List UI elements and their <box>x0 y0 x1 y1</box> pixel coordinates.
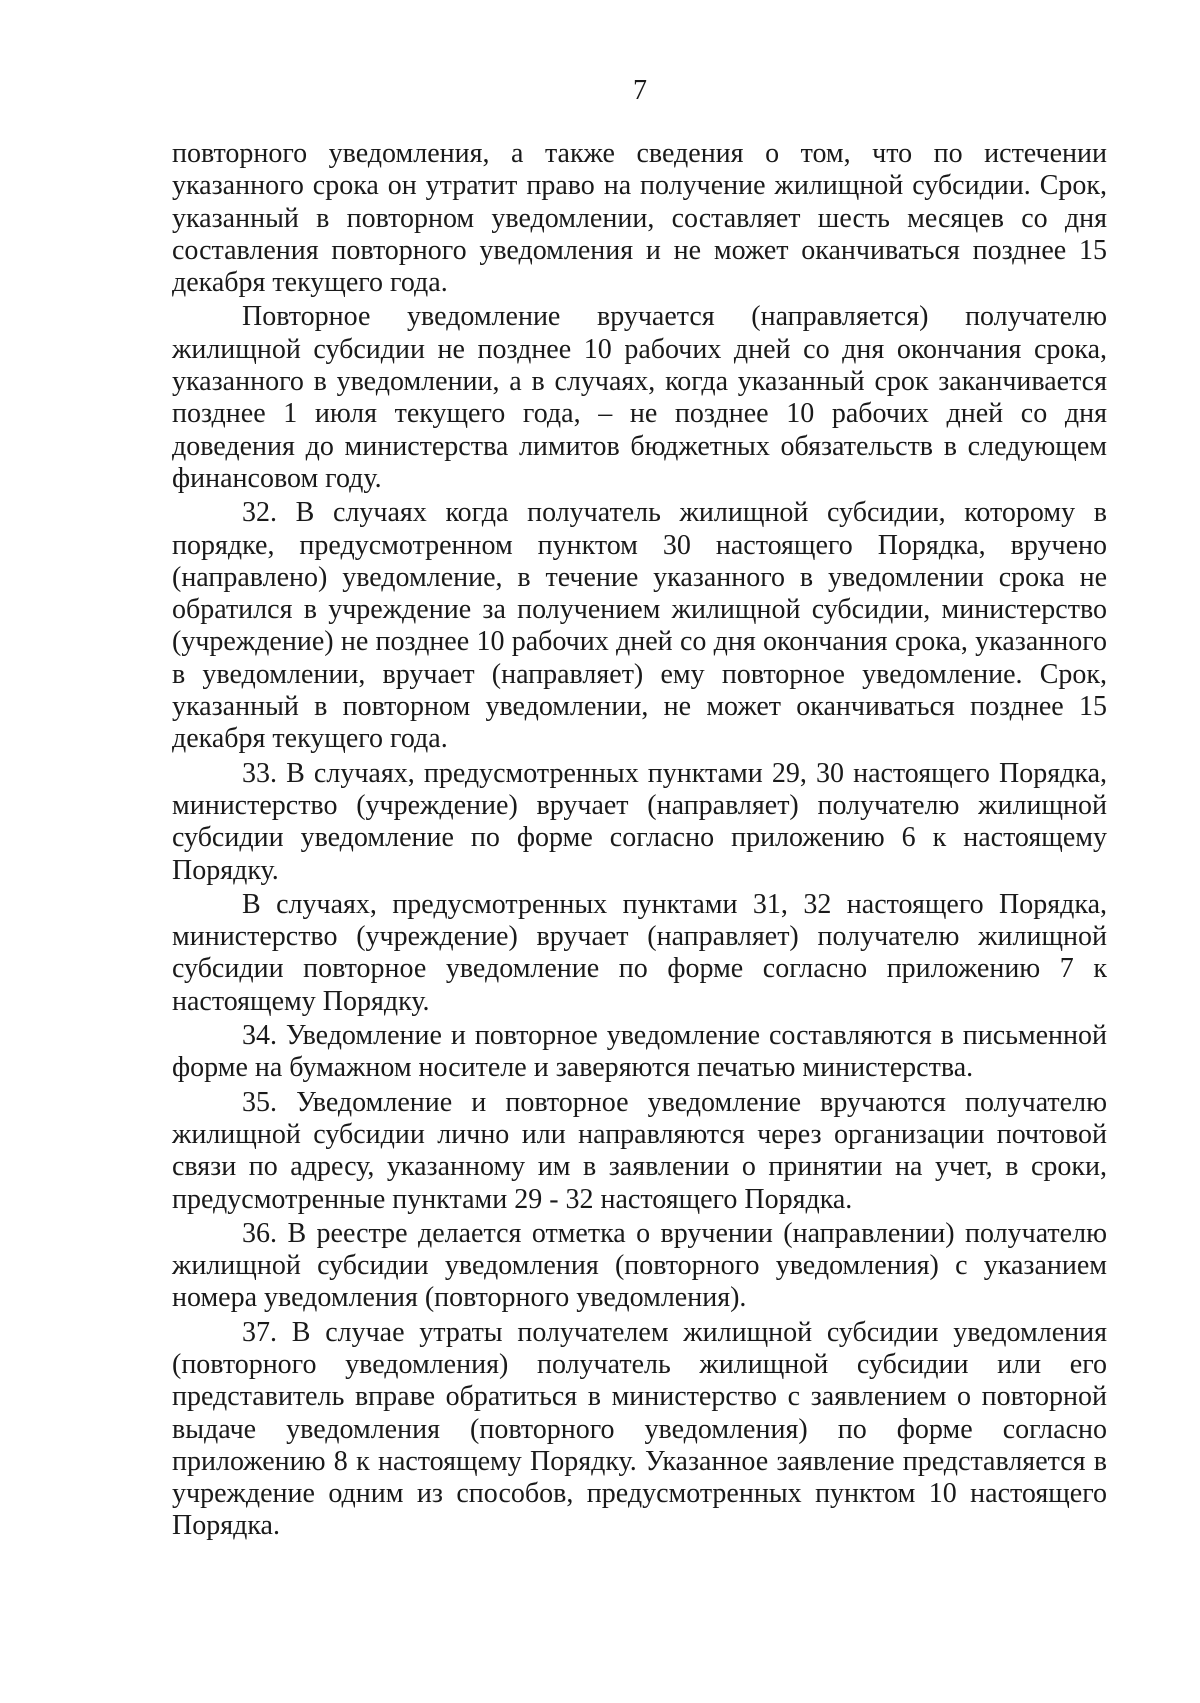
paragraph: В случаях, предусмотренных пунктами 31, 32 настоящего Порядка, министерство (учреждение) вручает (направляет) получателю жилищной субсидии повторное уведомление по форме согласно приложению 7 к настоящему Порядку. <box>172 888 1107 1017</box>
page-number: 7 <box>633 75 647 106</box>
document-body <box>172 138 1107 1545</box>
paragraph-item-34: 34. Уведомление и повторное уведомление составляются в письменной форме на бумажном носителе и заверяются печатью министерства. <box>172 1020 1107 1084</box>
paragraph-item-32: 32. В случаях когда получатель жилищной субсидии, которому в порядке, предусмотренном пунктом 30 настоящего Порядка, вручено (направлено) уведомление, в течение указанного в уведомлении срока не обратился в учреждение за получением жилищной субсидии, министерство (учреждение) не позднее 10 рабочих дней со дня окончания срока, указанного в уведомлении, вручает (направляет) ему повторное уведомление. Срок, указанный в повторном уведомлении, не может оканчиваться позднее 15 декабря текущего года. <box>172 497 1107 755</box>
paragraph-item-35: 35. Уведомление и повторное уведомление вручаются получателю жилищной субсидии лично или направляются через организации почтовой связи по адресу, указанному им в заявлении о принятии на учет, в сроки, предусмотренные пунктами 29 - 32 настоящего Порядка. <box>172 1086 1107 1215</box>
paragraph: Повторное уведомление вручается (направляется) получателю жилищной субсидии не позднее 10 рабочих дней со дня окончания срока, указанного в уведомлении, а в случаях, когда указанный срок заканчивается позднее 1 июля текущего года, – не позднее 10 рабочих дней со дня доведения до министерства лимитов бюджетных обязательств в следующем финансовом году. <box>172 301 1107 494</box>
paragraph-item-33: 33. В случаях, предусмотренных пунктами 29, 30 настоящего Порядка, министерство (учреждение) вручает (направляет) получателю жилищной субсидии уведомление по форме согласно приложению 6 к настоящему Порядку. <box>172 757 1107 886</box>
paragraph-continued: повторного уведомления, а также сведения о том, что по истечении указанного срока он утратит право на получение жилищной субсидии. Срок, указанный в повторном уведомлении, составляет шесть месяцев со дня составления повторного уведомления и не может оканчиваться позднее 15 декабря текущего года. <box>172 138 1107 299</box>
paragraph-item-36: 36. В реестре делается отметка о вручении (направлении) получателю жилищной субсидии уведомления (повторного уведомления) с указанием номера уведомления (повторного уведомления). <box>172 1217 1107 1314</box>
paragraph-item-37: 37. В случае утраты получателем жилищной субсидии уведомления (повторного уведомления) получатель жилищной субсидии или его представитель вправе обратиться в министерство с заявлением о повторной выдаче уведомления (повторного уведомления) по форме согласно приложению 8 к настоящему Порядку. Указанное заявление представляется в учреждение одним из способов, предусмотренных пунктом 10 настоящего Порядка. <box>172 1316 1107 1542</box>
